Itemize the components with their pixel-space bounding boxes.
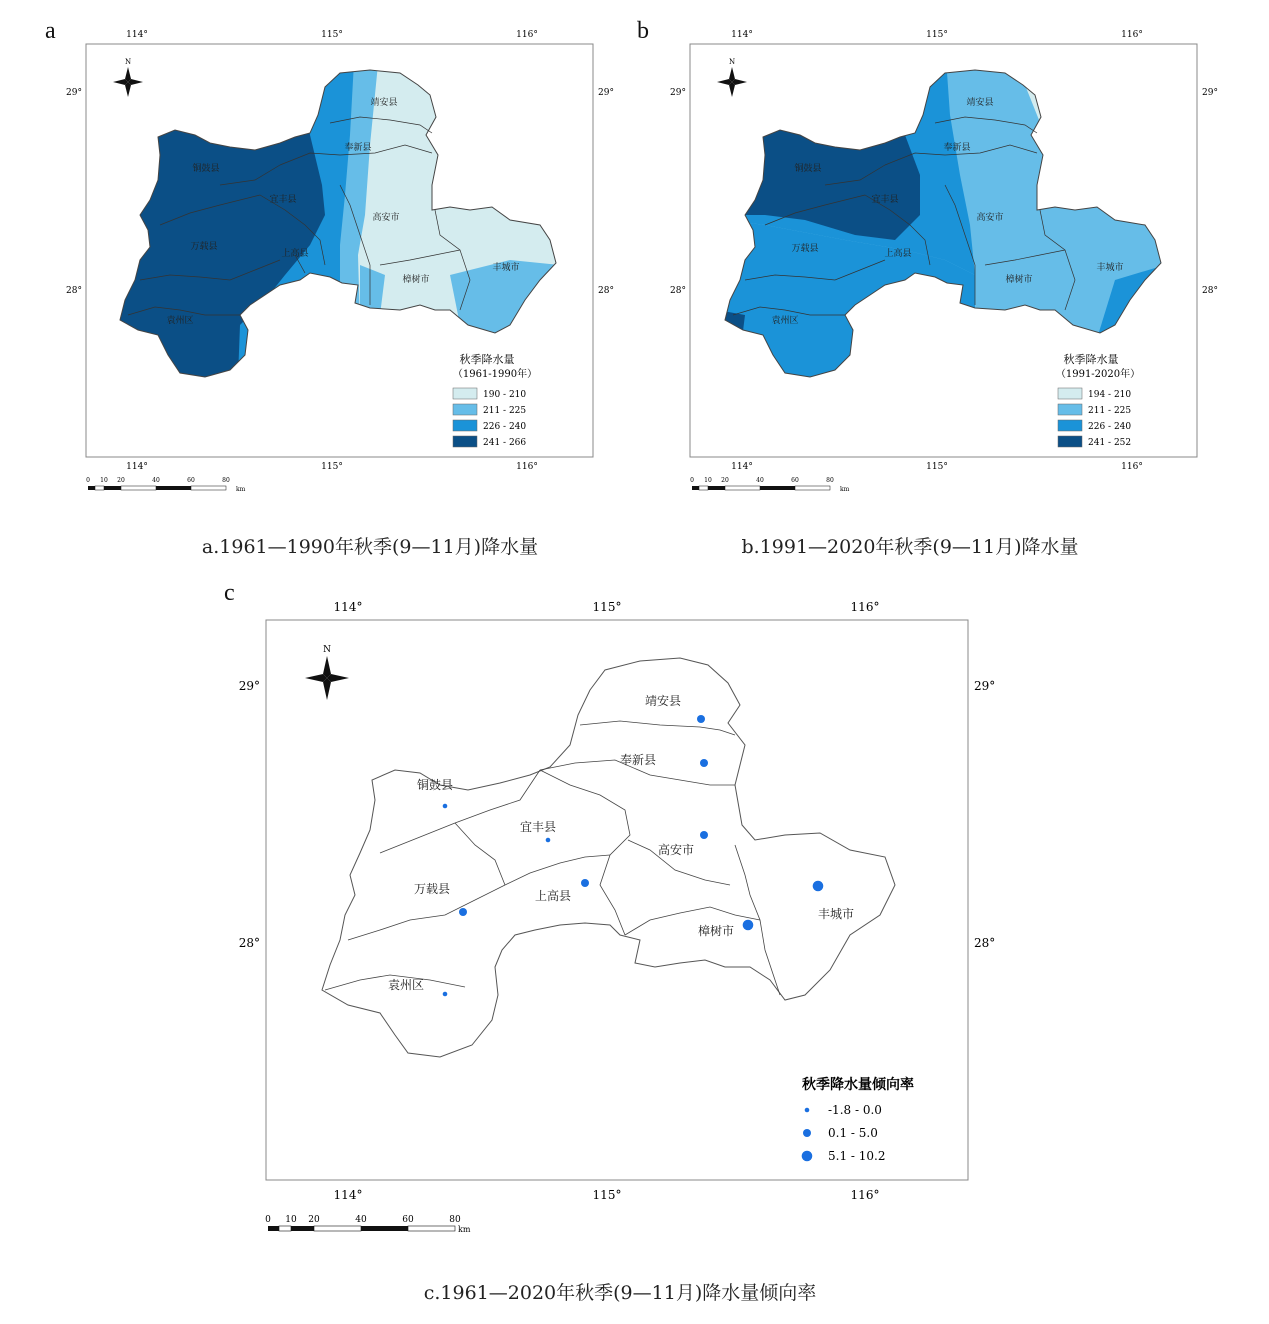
panel-letter-b: b bbox=[637, 18, 649, 44]
county-label: 万载县 bbox=[190, 242, 218, 252]
lat-label-right: 28° bbox=[1202, 286, 1218, 296]
lon-label-top: 115° bbox=[926, 30, 948, 40]
svg-text:60: 60 bbox=[402, 1215, 414, 1225]
legend-swatch bbox=[1058, 404, 1082, 415]
legend-subtitle: （1961-1990年） bbox=[452, 369, 538, 380]
county-label: 铜鼓县 bbox=[192, 164, 220, 174]
lon-label-top: 116° bbox=[1121, 30, 1143, 40]
station-marker bbox=[700, 831, 708, 839]
svg-text:10: 10 bbox=[100, 477, 108, 484]
legend-swatch bbox=[453, 404, 477, 415]
svg-text:10: 10 bbox=[704, 477, 712, 484]
lon-label-bottom: 116° bbox=[1121, 462, 1143, 472]
map-panel-c bbox=[230, 595, 996, 1245]
lat-label-left: 29° bbox=[670, 88, 686, 98]
county-label: 樟树市 bbox=[697, 924, 735, 938]
svg-text:N: N bbox=[124, 58, 132, 66]
svg-text:10: 10 bbox=[285, 1215, 297, 1225]
station-marker bbox=[459, 908, 467, 916]
legend-swatch bbox=[1058, 388, 1082, 399]
svg-text:0: 0 bbox=[265, 1215, 271, 1225]
county-label: 丰城市 bbox=[492, 263, 520, 273]
map-panel-b bbox=[645, 25, 1218, 500]
scale-bar bbox=[265, 1215, 471, 1234]
county-label: 靖安县 bbox=[370, 98, 398, 108]
caption-c: c.1961—2020年秋季(9—11月)降水量倾向率 bbox=[423, 1282, 817, 1304]
lon-label-top: 115° bbox=[321, 30, 343, 40]
county-label: 奉新县 bbox=[943, 143, 971, 153]
svg-text:60: 60 bbox=[187, 477, 195, 484]
county-label: 宜丰县 bbox=[269, 195, 297, 205]
caption-b: b.1991—2020年秋季(9—11月)降水量 bbox=[741, 536, 1079, 558]
svg-text:20: 20 bbox=[308, 1215, 320, 1225]
legend-label: 0.1 - 5.0 bbox=[828, 1126, 878, 1140]
svg-text:0: 0 bbox=[690, 477, 694, 484]
legend-symbol-large bbox=[802, 1151, 813, 1162]
lon-label-top: 114° bbox=[333, 600, 363, 614]
legend-label: 226 - 240 bbox=[1088, 422, 1132, 432]
lat-label-left: 28° bbox=[238, 936, 260, 950]
legend-swatch bbox=[1058, 420, 1082, 431]
county-label: 樟树市 bbox=[402, 275, 430, 285]
lon-label-top: 116° bbox=[516, 30, 538, 40]
county-label: 铜鼓县 bbox=[416, 778, 454, 792]
lon-label-bottom: 114° bbox=[731, 462, 753, 472]
lon-label-bottom: 116° bbox=[516, 462, 538, 472]
legend-label: 5.1 - 10.2 bbox=[828, 1149, 886, 1163]
svg-text:40: 40 bbox=[355, 1215, 367, 1225]
county-label: 上高县 bbox=[281, 249, 309, 259]
station-marker bbox=[743, 920, 754, 931]
lat-label-right: 29° bbox=[974, 679, 996, 693]
legend-subtitle: （1991-2020年） bbox=[1055, 369, 1141, 380]
lon-label-bottom: 116° bbox=[850, 1188, 880, 1202]
lon-label-bottom: 115° bbox=[926, 462, 948, 472]
station-marker bbox=[700, 759, 708, 767]
svg-text:80: 80 bbox=[826, 477, 834, 484]
legend-label: 211 - 225 bbox=[1088, 406, 1132, 416]
legend-title: 秋季降水量 bbox=[1063, 353, 1119, 366]
panel-letter-c: c bbox=[224, 580, 235, 606]
legend-swatch bbox=[453, 388, 477, 399]
svg-text:N: N bbox=[728, 58, 736, 66]
lat-label-left: 29° bbox=[66, 88, 82, 98]
lon-label-top: 116° bbox=[850, 600, 880, 614]
lon-label-bottom: 114° bbox=[333, 1188, 363, 1202]
county-label: 高安市 bbox=[372, 213, 400, 223]
svg-text:20: 20 bbox=[721, 477, 729, 484]
lon-label-bottom: 115° bbox=[592, 1188, 622, 1202]
station-marker bbox=[443, 804, 448, 809]
county-label: 丰城市 bbox=[817, 907, 855, 921]
svg-text:20: 20 bbox=[117, 477, 125, 484]
svg-text:km: km bbox=[236, 486, 246, 493]
legend-swatch bbox=[453, 420, 477, 431]
county-label: 袁州区 bbox=[771, 316, 799, 326]
lon-label-bottom: 114° bbox=[126, 462, 148, 472]
scale-bar bbox=[690, 477, 850, 493]
svg-text:80: 80 bbox=[449, 1215, 461, 1225]
legend-swatch bbox=[453, 436, 477, 447]
legend-label: -1.8 - 0.0 bbox=[828, 1103, 882, 1117]
station-marker bbox=[546, 838, 551, 843]
county-label: 奉新县 bbox=[344, 143, 372, 153]
svg-text:0: 0 bbox=[86, 477, 90, 484]
county-label: 高安市 bbox=[976, 213, 1004, 223]
legend-title: 秋季降水量倾向率 bbox=[802, 1077, 914, 1093]
county-label: 奉新县 bbox=[619, 753, 657, 767]
svg-text:N: N bbox=[323, 645, 331, 655]
county-label: 上高县 bbox=[534, 889, 572, 903]
station-marker bbox=[697, 715, 705, 723]
county-label: 宜丰县 bbox=[871, 195, 899, 205]
lat-label-left: 28° bbox=[670, 286, 686, 296]
county-label: 上高县 bbox=[884, 249, 912, 259]
legend-label: 241 - 252 bbox=[1088, 438, 1132, 448]
lat-label-right: 29° bbox=[1202, 88, 1218, 98]
county-label: 樟树市 bbox=[1005, 275, 1033, 285]
lon-label-top: 114° bbox=[731, 30, 753, 40]
county-label: 袁州区 bbox=[166, 316, 194, 326]
county-label: 靖安县 bbox=[966, 98, 994, 108]
svg-text:40: 40 bbox=[152, 477, 160, 484]
county-label: 铜鼓县 bbox=[794, 164, 822, 174]
station-marker bbox=[581, 879, 589, 887]
legend-label: 241 - 266 bbox=[483, 438, 527, 448]
lat-label-left: 28° bbox=[66, 286, 82, 296]
scale-bar bbox=[86, 477, 246, 493]
station-marker bbox=[813, 881, 824, 892]
legend-label: 190 - 210 bbox=[483, 390, 527, 400]
svg-text:40: 40 bbox=[756, 477, 764, 484]
lon-label-top: 114° bbox=[126, 30, 148, 40]
legend-label: 226 - 240 bbox=[483, 422, 527, 432]
panel-letter-a: a bbox=[45, 18, 56, 44]
caption-a: a.1961—1990年秋季(9—11月)降水量 bbox=[201, 536, 539, 558]
svg-text:km: km bbox=[458, 1225, 471, 1234]
legend-label: 194 - 210 bbox=[1088, 390, 1132, 400]
svg-text:60: 60 bbox=[791, 477, 799, 484]
county-label: 宜丰县 bbox=[519, 820, 557, 834]
map-panel-a bbox=[40, 25, 614, 500]
legend-label: 211 - 225 bbox=[483, 406, 527, 416]
legend-symbol-medium bbox=[803, 1129, 811, 1137]
county-label: 袁州区 bbox=[387, 978, 425, 992]
lat-label-right: 28° bbox=[598, 286, 614, 296]
svg-text:km: km bbox=[840, 486, 850, 493]
legend-title: 秋季降水量 bbox=[459, 353, 515, 366]
svg-text:80: 80 bbox=[222, 477, 230, 484]
county-label: 万载县 bbox=[791, 244, 819, 254]
station-marker bbox=[443, 992, 448, 997]
county-label: 丰城市 bbox=[1096, 263, 1124, 273]
legend-symbol-small bbox=[805, 1108, 810, 1113]
county-label: 高安市 bbox=[657, 843, 695, 857]
county-label: 万载县 bbox=[413, 882, 451, 896]
lat-label-right: 28° bbox=[974, 936, 996, 950]
legend-swatch bbox=[1058, 436, 1082, 447]
county-label: 靖安县 bbox=[644, 694, 682, 708]
lat-label-left: 29° bbox=[238, 679, 260, 693]
lon-label-top: 115° bbox=[592, 600, 622, 614]
lat-label-right: 29° bbox=[598, 88, 614, 98]
lon-label-bottom: 115° bbox=[321, 462, 343, 472]
